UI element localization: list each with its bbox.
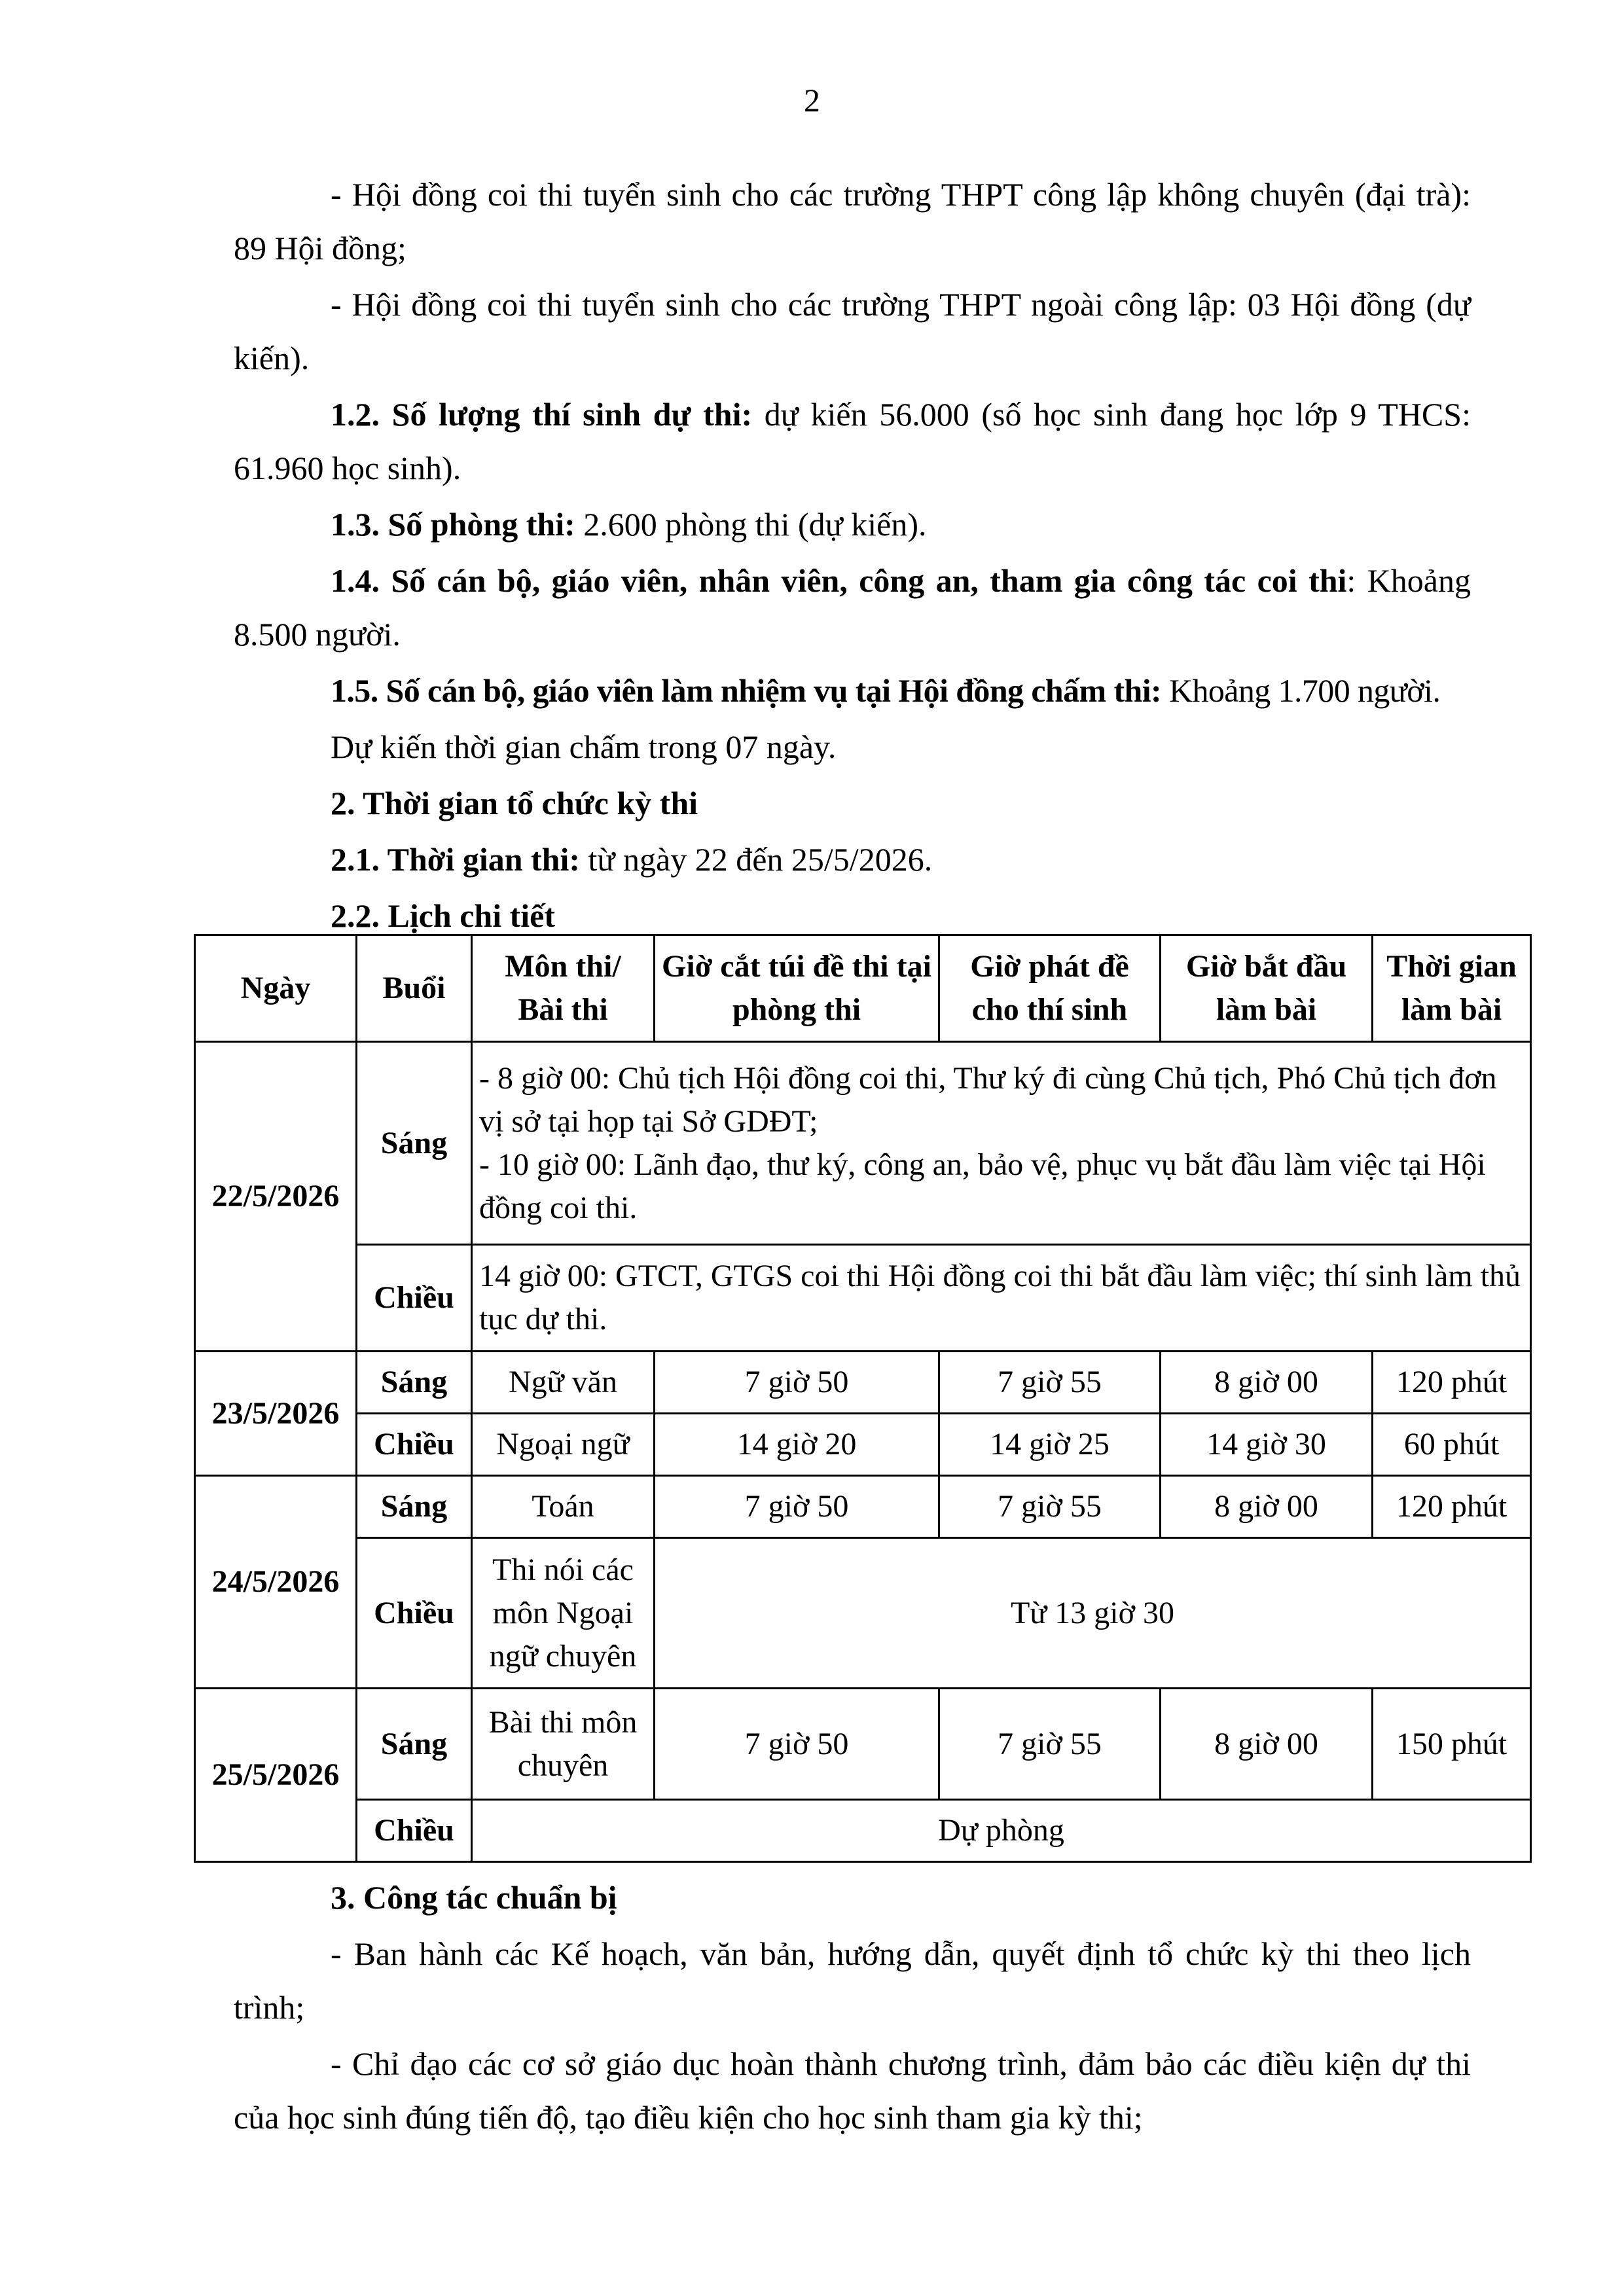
subject-cell: Ngữ văn: [472, 1352, 655, 1414]
start-time-cell: 8 giờ 00: [1161, 1689, 1373, 1800]
distribute-time-cell: 7 giờ 55: [939, 1476, 1161, 1538]
section-1-2-text: dự kiến 56.000 (số học sinh đang học lớp 9 THCS: 61.960 học sinh).: [234, 396, 1471, 486]
section-1-5-label: 1.5. Số cán bộ, giáo viên làm nhiệm vụ tại Hội đồng chấm thi:: [331, 672, 1162, 709]
section-1-3: [234, 497, 1471, 551]
session-cell: Sáng: [357, 1689, 472, 1800]
section-1-5-text: Khoảng 1.700 người.: [1161, 672, 1441, 709]
section-3-heading-text: 3. Công tác chuẩn bị: [331, 1879, 617, 1916]
start-time-cell: 8 giờ 00: [1161, 1352, 1373, 1414]
day-cell: 23/5/2026: [195, 1352, 357, 1476]
session-cell: Sáng: [357, 1476, 472, 1538]
section-1-5: [234, 664, 1471, 717]
cut-time-cell: 7 giờ 50: [655, 1689, 939, 1800]
start-time-cell: 8 giờ 00: [1161, 1476, 1373, 1538]
distribute-time-cell: 7 giờ 55: [939, 1689, 1161, 1800]
section-2-heading-text: 2. Thời gian tổ chức kỳ thi: [331, 785, 698, 821]
prep-item: - Ban hành các Kế hoạch, văn bản, hướng dẫn, quyết định tổ chức kỳ thi theo lịch trình;: [234, 1935, 1471, 2026]
section-1-4-text: : Khoảng 8.500 người.: [234, 562, 1471, 653]
section-3-heading: [234, 1871, 1471, 1924]
section-1-2-label: 1.2. Số lượng thí sinh dự thi:: [331, 396, 753, 433]
page-number: 2: [804, 82, 820, 118]
table-row: [195, 1689, 1531, 1800]
preparation-section: [234, 1871, 1471, 2147]
notice-line: - 8 giờ 00: Chủ tịch Hội đồng coi thi, Thư ký đi cùng Chủ tịch, Phó Chủ tịch đơn vị sở tại họp tại Sở GDĐT;: [479, 1060, 1497, 1139]
cut-time-cell: 7 giờ 50: [655, 1476, 939, 1538]
session-cell: Sáng: [357, 1042, 472, 1245]
session-cell: Chiều: [357, 1538, 472, 1689]
table-row: [195, 1042, 1531, 1245]
section-1-3-text: 2.600 phòng thi (dự kiến).: [575, 506, 927, 543]
notice-cell: [472, 1042, 1531, 1245]
section-2-1: [234, 833, 1471, 886]
notice-cell: 14 giờ 00: GTCT, GTGS coi thi Hội đồng coi thi bắt đầu làm việc; thí sinh làm thủ tục dự thi.: [472, 1245, 1531, 1352]
duration-cell: 60 phút: [1373, 1414, 1531, 1476]
subject-cell: Thi nói các môn Ngoại ngữ chuyên: [472, 1538, 655, 1689]
header-date: Ngày: [195, 935, 357, 1042]
session-cell: Chiều: [357, 1800, 472, 1862]
section-1-4-label: 1.4. Số cán bộ, giáo viên, nhân viên, công an, tham gia công tác coi thi: [331, 562, 1347, 599]
section-1-3-label: 1.3. Số phòng thi:: [331, 506, 575, 543]
header-cut-envelope-time: Giờ cắt túi đề thi tại phòng thi: [655, 935, 939, 1042]
section-1-5-extra: Dự kiến thời gian chấm trong 07 ngày.: [331, 728, 837, 765]
council-item-public: - Hội đồng coi thi tuyển sinh cho các trường THPT công lập không chuyên (đại trà): 89 Hội đồng;: [234, 176, 1471, 266]
table-row: [195, 1352, 1531, 1414]
reserve-cell: Dự phòng: [472, 1800, 1531, 1862]
time-span-cell: Từ 13 giờ 30: [655, 1538, 1531, 1689]
cut-time-cell: 7 giờ 50: [655, 1352, 939, 1414]
header-duration: Thời gian làm bài: [1373, 935, 1531, 1042]
distribute-time-cell: 14 giờ 25: [939, 1414, 1161, 1476]
session-cell: Sáng: [357, 1352, 472, 1414]
start-time-cell: 14 giờ 30: [1161, 1414, 1373, 1476]
header-start-time: Giờ bắt đầu làm bài: [1161, 935, 1373, 1042]
distribute-time-cell: 7 giờ 55: [939, 1352, 1161, 1414]
table-header-row: [195, 935, 1531, 1042]
day-cell: 22/5/2026: [195, 1042, 357, 1352]
table-row: [195, 1414, 1531, 1476]
intro-section: [234, 168, 1471, 945]
day-cell: 24/5/2026: [195, 1476, 357, 1689]
subject-cell: Toán: [472, 1476, 655, 1538]
subject-cell: Bài thi môn chuyên: [472, 1689, 655, 1800]
section-2-2-heading-text: 2.2. Lịch chi tiết: [331, 897, 556, 934]
header-session: Buổi: [357, 935, 472, 1042]
section-2-heading: [234, 776, 1471, 830]
section-1-2: [234, 387, 1471, 495]
council-item-private: - Hội đồng coi thi tuyển sinh cho các trường THPT ngoài công lập: 03 Hội đồng (dự kiến).: [234, 286, 1471, 376]
table-row: [195, 1476, 1531, 1538]
duration-cell: 120 phút: [1373, 1352, 1531, 1414]
subject-cell: Ngoại ngữ: [472, 1414, 655, 1476]
session-cell: Chiều: [357, 1245, 472, 1352]
notice-line: - 10 giờ 00: Lãnh đạo, thư ký, công an, bảo vệ, phục vụ bắt đầu làm việc tại Hội đồng coi thi.: [479, 1147, 1486, 1225]
session-cell: Chiều: [357, 1414, 472, 1476]
section-1-4: [234, 554, 1471, 661]
section-2-1-label: 2.1. Thời gian thi:: [331, 841, 581, 878]
header-subject: Môn thi/ Bài thi: [472, 935, 655, 1042]
section-2-1-text: từ ngày 22 đến 25/5/2026.: [580, 841, 933, 878]
duration-cell: 150 phút: [1373, 1689, 1531, 1800]
exam-schedule-table: [194, 934, 1532, 1863]
table-row: [195, 1245, 1531, 1352]
day-cell: 25/5/2026: [195, 1689, 357, 1862]
table-row: [195, 1538, 1531, 1689]
table-row: [195, 1800, 1531, 1862]
duration-cell: 120 phút: [1373, 1476, 1531, 1538]
cut-time-cell: 14 giờ 20: [655, 1414, 939, 1476]
header-distribute-time: Giờ phát đề cho thí sinh: [939, 935, 1161, 1042]
prep-item: - Chỉ đạo các cơ sở giáo dục hoàn thành chương trình, đảm bảo các điều kiện dự thi của học sinh đúng tiến độ, tạo điều kiện cho học sinh tham gia kỳ thi;: [234, 2045, 1471, 2136]
